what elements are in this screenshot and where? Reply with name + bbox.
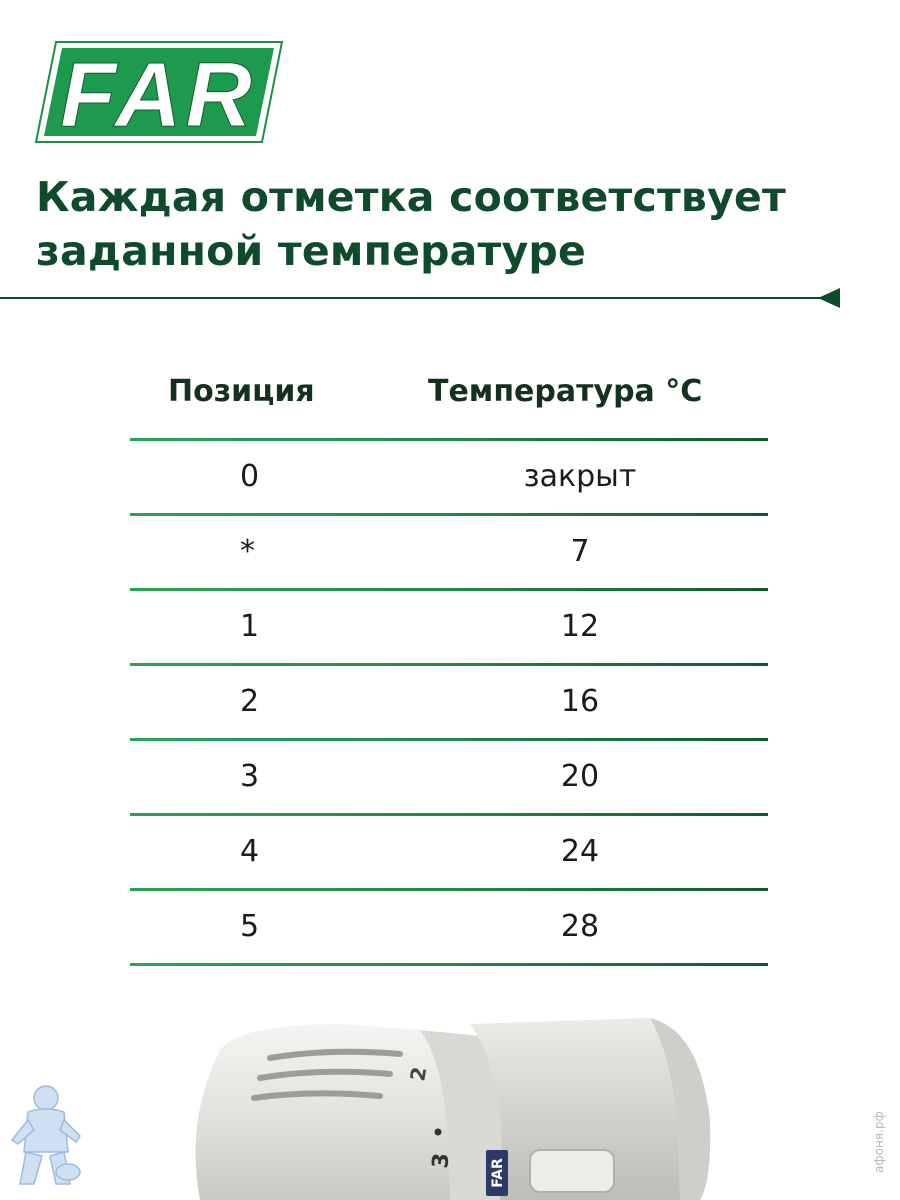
cell-temperature: 7 [570, 534, 590, 569]
cell-temperature: закрыт [523, 459, 637, 494]
cell-position: 0 [240, 459, 260, 494]
table-row [130, 816, 768, 888]
cell-position: 5 [240, 909, 260, 944]
dial-mark-3: 3 [428, 1151, 455, 1170]
table-divider [130, 963, 768, 966]
cell-position: * [240, 534, 255, 569]
table-row [130, 441, 768, 513]
header-temperature: Температура °C [428, 374, 703, 409]
cap-label: FAR [490, 1158, 506, 1188]
logo-text: FAR [60, 44, 256, 144]
cell-temperature: 28 [560, 909, 600, 944]
table-row [130, 666, 768, 738]
cell-position: 3 [240, 759, 260, 794]
site-watermark: афоня.рф [872, 1111, 886, 1174]
far-logo [34, 40, 284, 144]
cell-position: 1 [240, 609, 260, 644]
cell-position: 4 [240, 834, 260, 869]
cell-temperature: 12 [560, 609, 600, 644]
thermostat-head-image [180, 1010, 740, 1200]
table-row [130, 891, 768, 963]
plumber-mascot-icon [6, 1080, 84, 1190]
cell-temperature: 16 [560, 684, 600, 719]
arrow-left-icon [818, 288, 840, 308]
table-row [130, 591, 768, 663]
headline-divider [0, 286, 842, 310]
temperature-table [130, 360, 768, 966]
cell-position: 2 [240, 684, 260, 719]
header-position: Позиция [168, 374, 315, 409]
cell-temperature: 20 [560, 759, 600, 794]
cell-temperature: 24 [560, 834, 600, 869]
table-row [130, 516, 768, 588]
headline-line-1: Каждая отметка соответствует [36, 173, 786, 221]
headline-line-2: заданной температуре [36, 227, 586, 275]
headline [36, 170, 856, 278]
table-header [130, 360, 768, 438]
table-row [130, 741, 768, 813]
dial-mark-2: 2 [405, 1064, 432, 1083]
